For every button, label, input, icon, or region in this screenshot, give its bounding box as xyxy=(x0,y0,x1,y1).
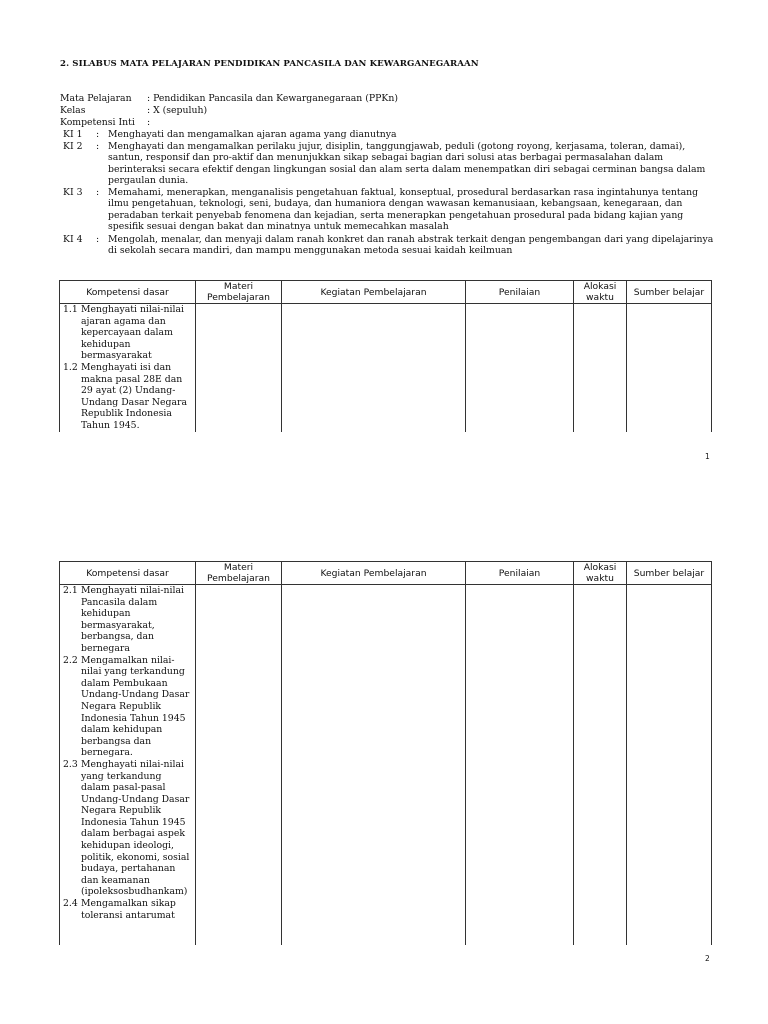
kd-list xyxy=(60,585,195,921)
meta-value: : Pendidikan Pancasila dan Kewarganegaraan (PPKn) xyxy=(147,93,398,104)
kd-number: 2.3 xyxy=(63,758,78,770)
penilaian-cell xyxy=(466,585,574,945)
table-header-row xyxy=(60,281,712,304)
meta-label: Kompetensi Inti xyxy=(60,117,135,128)
meta-value: : X (sepuluh) xyxy=(147,105,208,116)
header-penilaian: Penilaian xyxy=(466,281,574,304)
header-kegiatan: Kegiatan Pembelajaran xyxy=(282,281,466,304)
kd-text: Menghayati isi dan makna pasal 28E dan 29 ayat (2) Undang-Undang Dasar Negara Republik Indonesia Tahun 1945. xyxy=(81,361,188,431)
ki-code: KI 3 xyxy=(63,187,83,198)
ki-item-3 xyxy=(60,187,720,233)
syllabus-table-page-1 xyxy=(59,280,712,432)
kd-number: 2.2 xyxy=(63,654,78,666)
meta-row-core-competence xyxy=(60,117,150,129)
header-alokasi: Alokasi waktu xyxy=(574,281,627,304)
table-row xyxy=(60,304,712,432)
header-alokasi: Alokasi waktu xyxy=(574,562,627,585)
list-item xyxy=(60,585,195,655)
ki-code: KI 2 xyxy=(63,141,83,152)
header-kompetensi-dasar: Kompetensi dasar xyxy=(60,562,196,585)
list-item xyxy=(60,898,195,921)
ki-code: KI 4 xyxy=(63,234,83,245)
table-row xyxy=(60,585,712,945)
kd-cell xyxy=(60,585,196,945)
alokasi-cell xyxy=(574,304,627,432)
list-item xyxy=(60,304,195,362)
kd-number: 1.1 xyxy=(63,304,78,315)
kd-text: Mengamalkan nilai-nilai yang terkandung dalam Pembukaan Undang-Undang Dasar Negara Republik Indonesia Tahun 1945 dalam kehidupan berbangsa dan bernegara. xyxy=(81,654,190,759)
ki-text: Mengolah, menalar, dan menyaji dalam ranah konkret dan ranah abstrak terkait dengan pengembangan dari yang dipelajarinya di sekolah secara mandiri, dan mampu menggunakan metoda sesuai kaidah keilmuan xyxy=(108,234,714,257)
header-sumber: Sumber belajar xyxy=(627,281,712,304)
header-sumber: Sumber belajar xyxy=(627,562,712,585)
ki-code: KI 1 xyxy=(63,129,83,140)
ki-separator: : xyxy=(96,129,100,140)
header-kompetensi-dasar: Kompetensi dasar xyxy=(60,281,196,304)
materi-cell xyxy=(196,304,282,432)
header-materi: Materi Pembelajaran xyxy=(196,281,282,304)
kd-number: 2.1 xyxy=(63,585,78,596)
ki-separator: : xyxy=(96,141,100,152)
list-item xyxy=(60,362,195,432)
ki-text: Menghayati dan mengamalkan ajaran agama yang dianutnya xyxy=(108,129,397,140)
document-heading: 2. SILABUS MATA PELAJARAN PENDIDIKAN PANCASILA DAN KEWARGANEGARAAN xyxy=(60,59,479,69)
page-number-1: 1 xyxy=(705,452,710,461)
kd-list xyxy=(60,304,195,432)
alokasi-cell xyxy=(574,585,627,945)
kd-text: Menghayati nilai-nilai yang terkandung dalam pasal-pasal Undang-Undang Dasar Negara Republik Indonesia Tahun 1945 dalam berbagai aspek kehidupan ideologi, politik, ekonomi, sosial budaya, pertahanan dan keamanan (ipoleksosbudhankam) xyxy=(81,758,190,898)
sumber-cell xyxy=(627,304,712,432)
list-item xyxy=(60,655,195,759)
ki-separator: : xyxy=(96,234,100,245)
ki-text: Menghayati dan mengamalkan perilaku jujur, disiplin, tanggungjawab, peduli (gotong royong, kerjasama, toleran, damai), santun, responsif dan pro-aktif dan menunjukkan sikap sebagai bagian dari solusi atas berbagai permasalahan dalam berinteraksi secara efektif dengan lingkungan sosial dan alam serta dalam menempatkan diri sebagai cerminan bangsa dalam pergaulan dunia. xyxy=(108,141,706,187)
sumber-cell xyxy=(627,585,712,945)
list-item xyxy=(60,759,195,898)
header-penilaian: Penilaian xyxy=(466,562,574,585)
kegiatan-cell xyxy=(282,585,466,945)
kd-number: 1.2 xyxy=(63,361,78,373)
meta-row-subject xyxy=(60,93,398,105)
syllabus-table-page-2 xyxy=(59,561,712,945)
meta-label: Kelas xyxy=(60,105,86,116)
page-number-2: 2 xyxy=(705,954,710,963)
table-header-row xyxy=(60,562,712,585)
kd-text: Menghayati nilai-nilai Pancasila dalam kehidupan bermasyarakat, berbangsa, dan bernegara xyxy=(81,585,184,654)
ki-separator: : xyxy=(96,187,100,198)
ki-item-2 xyxy=(60,141,720,187)
kd-text: Menghayati nilai-nilai ajaran agama dan kepercayaan dalam kehidupan bermasyarakat xyxy=(81,304,184,362)
materi-cell xyxy=(196,585,282,945)
kegiatan-cell xyxy=(282,304,466,432)
ki-item-4 xyxy=(60,234,720,257)
ki-text: Memahami, menerapkan, menganalisis pengetahuan faktual, konseptual, prosedural berdasarkan rasa ingintahunya tentang ilmu pengetahuan, teknologi, seni, budaya, dan humaniora dengan wawasan kemanusiaan, kebangsaan, kenegaraan, dan peradaban terkait penyebab fenomena dan kejadian, serta menerapkan pengetahuan prosedural pada bidang kajian yang spesifik sesuai dengan bakat dan minatnya untuk memecahkan masalah xyxy=(108,187,699,233)
meta-label: Mata Pelajaran xyxy=(60,93,132,104)
header-kegiatan: Kegiatan Pembelajaran xyxy=(282,562,466,585)
meta-value: : xyxy=(147,117,151,128)
header-materi: Materi Pembelajaran xyxy=(196,562,282,585)
meta-row-class xyxy=(60,105,207,117)
kd-cell xyxy=(60,304,196,432)
ki-item-1 xyxy=(60,129,720,140)
kd-number: 2.4 xyxy=(63,898,78,910)
penilaian-cell xyxy=(466,304,574,432)
kd-text: Mengamalkan sikap toleransi antarumat xyxy=(81,898,176,921)
